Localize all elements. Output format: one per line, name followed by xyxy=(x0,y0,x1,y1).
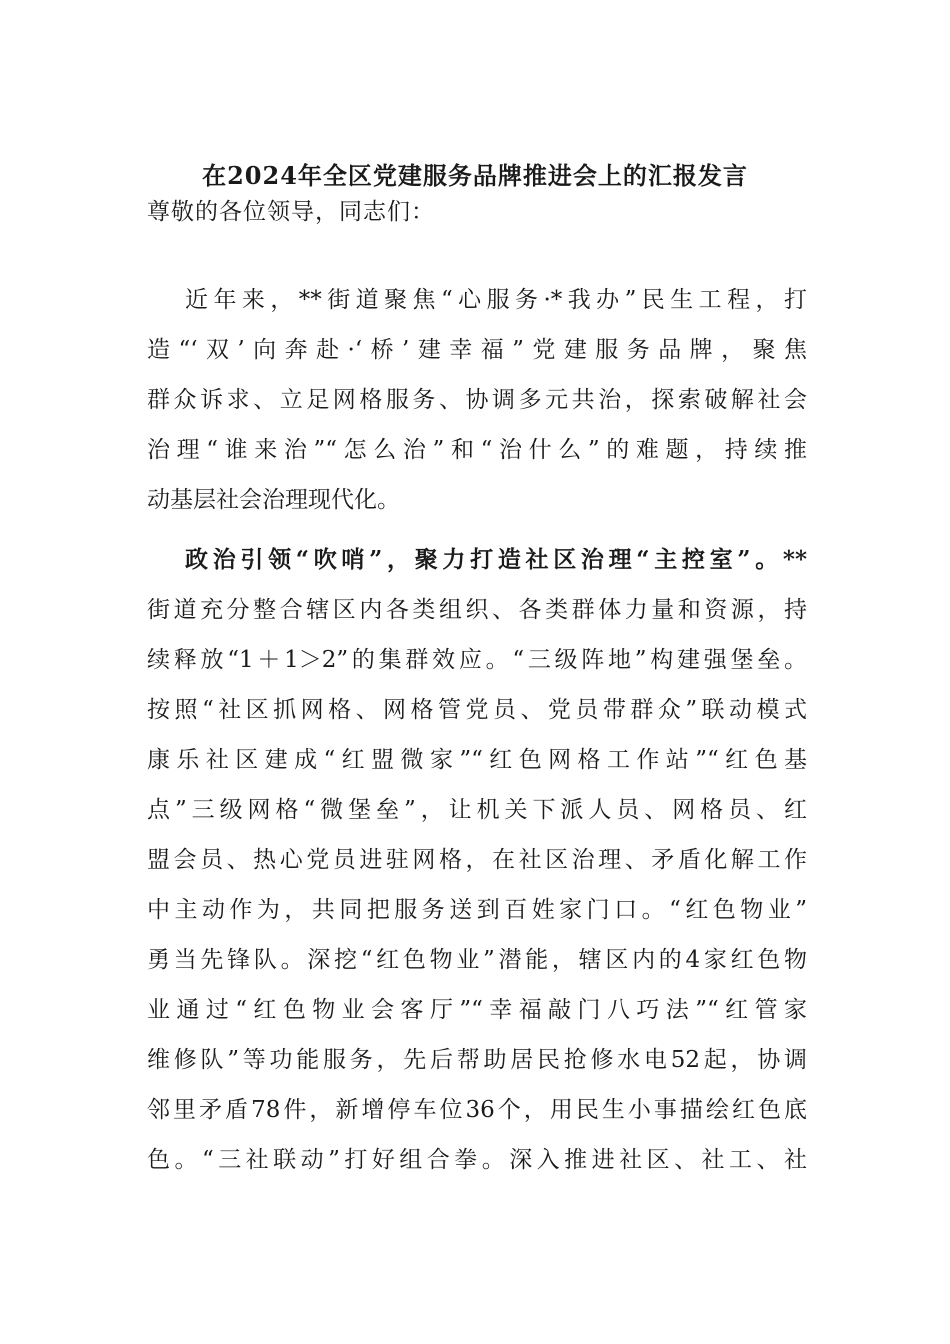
paragraph-line: 盟会员、热心党员进驻网格，在社区治理、矛盾化解工作 xyxy=(147,847,807,873)
paragraph-line: 群众诉求、立足网格服务、协调多元共治，探索破解社会 xyxy=(147,387,807,413)
paragraph-line: 续释放“1＋1＞2”的集群效应。“三级阵地”构建强堡垒。 xyxy=(147,647,807,673)
paragraph-intro xyxy=(147,275,807,525)
paragraph-line: 动基层社会治理现代化。 xyxy=(147,487,400,513)
paragraph-line: 业通过“红色物业会客厅”“幸福敲门八巧法”“红管家 xyxy=(147,997,807,1023)
paragraph-line: 康乐社区建成“红盟微家”“红色网格工作站”“红色基 xyxy=(147,747,807,773)
paragraph-line: 按照“社区抓网格、网格管党员、党员带群众”联动模式 xyxy=(147,697,807,723)
paragraph-line: 勇当先锋队。深挖“红色物业”潜能，辖区内的4家红色物 xyxy=(147,947,807,973)
salutation: 尊敬的各位领导，同志们： xyxy=(147,199,435,225)
paragraph-line: 邻里矛盾78件，新增停车位36个，用民生小事描绘红色底 xyxy=(147,1097,807,1123)
paragraph-line: 治理“谁来治”“怎么治”和“治什么”的难题，持续推 xyxy=(147,437,807,463)
section-heading: 政治引领“吹哨”，聚力打造社区治理“主控室”。** xyxy=(185,546,807,573)
document-title: 在2024年全区党建服务品牌推进会上的汇报发言 xyxy=(202,161,748,190)
paragraph-line: 街道充分整合辖区内各类组织、各类群体力量和资源，持 xyxy=(147,597,807,623)
paragraph-line: 中主动作为，共同把服务送到百姓家门口。“红色物业” xyxy=(147,897,807,923)
paragraph-line: 色。“三社联动”打好组合拳。深入推进社区、社工、社 xyxy=(147,1147,807,1173)
paragraph-line: 点”三级网格“微堡垒”，让机关下派人员、网格员、红 xyxy=(147,797,807,823)
paragraph-political-leadership xyxy=(147,535,807,1185)
paragraph-line: 近年来，**街道聚焦“心服务·*我办”民生工程，打 xyxy=(185,287,807,313)
paragraph-line: 造“‘双’向奔赴·‘桥’建幸福”党建服务品牌，聚焦 xyxy=(147,337,807,363)
paragraph-line: 维修队”等功能服务，先后帮助居民抢修水电52起，协调 xyxy=(147,1047,807,1073)
